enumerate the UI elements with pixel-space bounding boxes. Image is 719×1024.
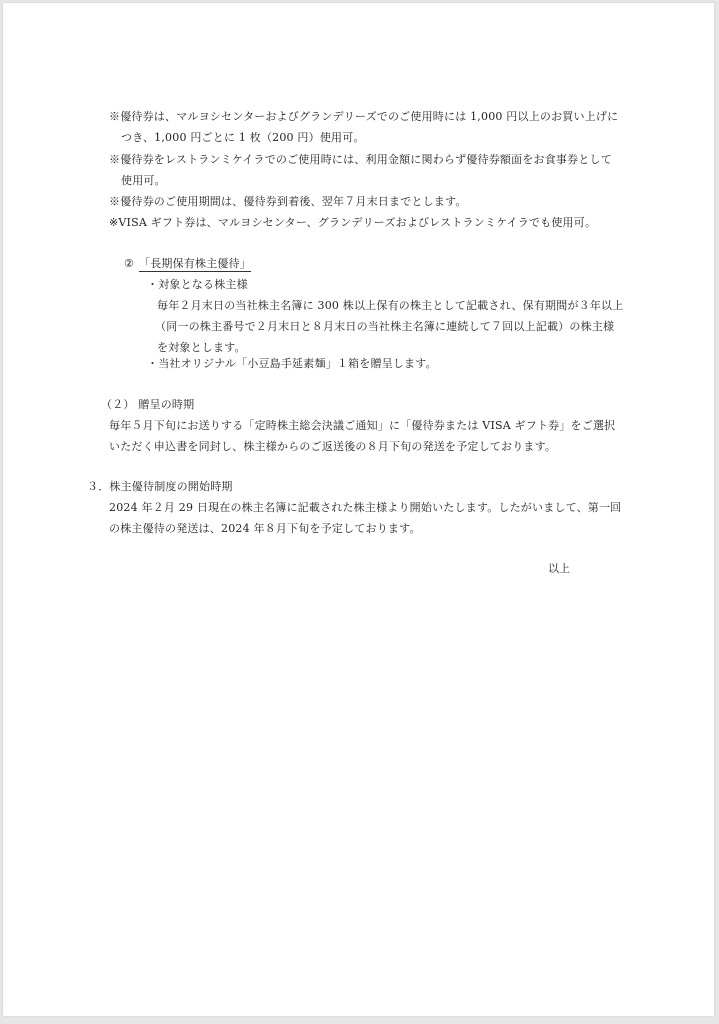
- note-line-2: つき、1,000 円ごとに 1 枚（200 円）使用可。: [121, 131, 365, 144]
- end-mark: 以上: [548, 562, 570, 575]
- note-line-6: ※VISA ギフト券は、マルヨシセンター、グランデリーズおよびレストランミケイラでも使用可。: [109, 216, 597, 229]
- timing-heading: （２） 贈呈の時期: [101, 398, 195, 411]
- note-line-4: 使用可。: [121, 174, 166, 187]
- note-line-3: ※優待券をレストランミケイラでのご使用時には、利用金額に関わらず優待券額面をお食事券として: [109, 153, 612, 166]
- section2-title: 「長期保有株主優待」: [139, 257, 251, 270]
- section2-body-line-3: を対象とします。: [157, 341, 246, 354]
- start-body-line-2: の株主優待の発送は、2024 年８月下旬を予定しております。: [109, 522, 421, 535]
- note-line-1: ※優待券は、マルヨシセンターおよびグランデリーズでのご使用時には 1,000 円以上のお買い上げに: [109, 110, 619, 123]
- section2-marker: ②: [124, 257, 135, 270]
- section2-bullet-gift: ・当社オリジナル「小豆島手延素麺」１箱を贈呈します。: [147, 357, 437, 370]
- timing-body-line-1: 毎年５月下旬にお送りする「定時株主総会決議ご通知」に「優待券または VISA ギフト券」をご選択: [109, 419, 616, 432]
- note-line-5: ※優待券のご使用期間は、優待券到着後、翌年７月末日までとします。: [109, 195, 467, 208]
- section2-body-line-2: （同一の株主番号で２月末日と８月末日の当社株主名簿に連続して７回以上記載）の株主様: [155, 320, 615, 333]
- timing-body-line-2: いただく申込書を同封し、株主様からのご返送後の８月下旬の発送を予定しております。: [109, 440, 557, 453]
- section2-bullet-target: ・対象となる株主様: [147, 278, 248, 291]
- start-heading: ３．株主優待制度の開始時期: [87, 480, 233, 493]
- document-page: [3, 3, 714, 1016]
- start-body-line-1: 2024 年２月 29 日現在の株主名簿に記載された株主様より開始いたします。したがいまして、第一回: [109, 501, 622, 514]
- section2-body-line-1: 毎年２月末日の当社株主名簿に 300 株以上保有の株主として記載され、保有期間が３年以上: [157, 299, 624, 312]
